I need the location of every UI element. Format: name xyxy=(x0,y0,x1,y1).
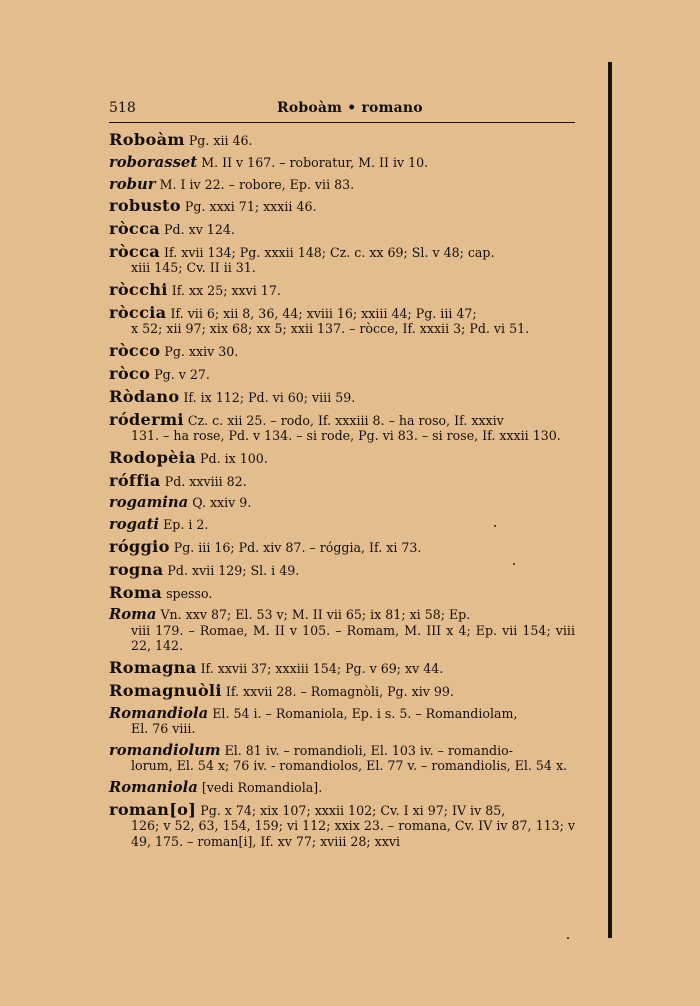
entry-text: El. 54 i. – Romaniola, Ep. i s. 5. – Romandiolam, xyxy=(212,705,518,721)
headword: rogamina xyxy=(109,494,189,512)
entry-continuation: viii 179. – Romae, M. II v 105. – Romam, M. III x 4; Ep. vii 154; viii 22, 142. xyxy=(131,622,575,654)
entry-text: Pd. ix 100. xyxy=(200,450,268,466)
headword: Romagna xyxy=(109,657,197,677)
dictionary-entries xyxy=(109,132,575,855)
entry-text: M. II v 167. – roboratur, M. II iv 10. xyxy=(201,154,429,170)
headword: Romandiola xyxy=(109,704,209,722)
headword: ródermi xyxy=(109,409,184,429)
entry-text: Pg. xxxi 71; xxxii 46. xyxy=(184,199,317,215)
entry-text: spesso. xyxy=(166,585,213,601)
entry xyxy=(109,177,575,192)
entry-text: Ep. i 2. xyxy=(163,517,209,533)
headword: romandiolum xyxy=(109,741,221,759)
entry-text: If. xxvii 37; xxxiii 154; Pg. v 69; xv 44. xyxy=(200,660,444,676)
headword: rogna xyxy=(109,559,164,579)
entry-text: Pg. v 27. xyxy=(154,366,210,382)
headword: ròco xyxy=(109,363,151,383)
entry xyxy=(109,198,575,214)
entry-text: Vn. xxv 87; El. 53 v; M. II vii 65; ix 81; xi 58; Ep. xyxy=(160,607,471,623)
entry xyxy=(109,363,575,383)
headword: róggio xyxy=(109,536,170,556)
entry-continuation: xiii 145; Cv. II ii 31. xyxy=(131,260,256,276)
headword: Roboàm xyxy=(109,130,185,149)
entry-continuation: x 52; xii 97; xix 68; xx 5; xxii 137. – ròcce, If. xxxii 3; Pd. vi 51. xyxy=(131,321,530,337)
entry-text: If. xxvii 28. – Romagnòli, Pg. xiv 99. xyxy=(225,683,454,699)
entry-text: M. I iv 22. – robore, Ep. vii 83. xyxy=(159,176,355,192)
stray-mark xyxy=(567,937,569,939)
headword: róffia xyxy=(109,470,161,490)
page-number: 518 xyxy=(109,100,136,116)
entry-text: If. ix 112; Pd. vi 60; viii 59. xyxy=(183,389,356,405)
entry xyxy=(109,386,575,406)
entry-text: Q. xxiv 9. xyxy=(192,495,252,511)
entry-text: If. xx 25; xxvi 17. xyxy=(171,283,281,299)
headword: ròcco xyxy=(109,341,161,361)
entry xyxy=(109,657,575,677)
entry xyxy=(109,559,575,579)
entry-text: Cz. c. xii 25. – rodo, If. xxxiii 8. – ha roso, If. xxxiv xyxy=(187,412,504,428)
entry xyxy=(109,282,575,298)
entry-continuation: 131. – ha rose, Pd. v 134. – si rode, Pg. vi 83. – si rose, If. xxxii 130. xyxy=(131,427,561,443)
entry xyxy=(109,495,575,510)
headword: rogati xyxy=(109,516,160,534)
entry xyxy=(109,241,575,276)
entry xyxy=(109,706,575,737)
entry xyxy=(109,447,575,467)
headword: ròcca xyxy=(109,219,161,239)
entry xyxy=(109,470,575,490)
entry-text: Pg. iii 16; Pd. xiv 87. – róggia, If. xi 73. xyxy=(173,539,422,555)
entry xyxy=(109,536,575,556)
entry-text: Pg. x 74; xix 107; xxxii 102; Cv. I xi 97; IV iv 85, xyxy=(200,802,506,818)
headword: Romaniola xyxy=(109,778,198,796)
headword: robusto xyxy=(109,196,181,216)
headword: ròcca xyxy=(109,241,161,261)
headword: ròcchi xyxy=(109,280,168,300)
entry xyxy=(109,582,575,602)
headword: Ròdano xyxy=(109,386,180,406)
entry-text: Pg. xii 46. xyxy=(188,133,253,148)
entry xyxy=(109,743,575,774)
page-edge-line xyxy=(608,62,612,938)
entry xyxy=(109,343,575,359)
page-header xyxy=(109,100,575,120)
entry xyxy=(109,780,575,795)
entry-text: El. 81 iv. – romandioli, El. 103 iv. – romandio- xyxy=(224,742,513,758)
entry-continuation: lorum, El. 54 x; 76 iv. - romandiolos, El. 77 v. – romandiolis, El. 54 x. xyxy=(131,758,568,774)
headword: ròccia xyxy=(109,302,167,322)
entry-text: [vedi Romandiola]. xyxy=(201,779,323,795)
header-rule xyxy=(109,122,575,123)
entry xyxy=(109,221,575,237)
entry-text: Pd. xvii 129; Sl. i 49. xyxy=(167,562,300,578)
headword: Roma xyxy=(109,606,157,624)
entry xyxy=(109,132,575,148)
entry-text: If. xvii 134; Pg. xxxii 148; Cz. c. xx 69; Sl. v 48; cap. xyxy=(164,244,495,260)
entry-text: Pg. xxiv 30. xyxy=(164,344,239,360)
headword: Romagnuòli xyxy=(109,680,222,700)
headword: roman[o] xyxy=(109,799,197,819)
entry xyxy=(109,409,575,444)
entry xyxy=(109,607,575,653)
entry-text: Pd. xv 124. xyxy=(164,222,235,238)
headword: Rodopèia xyxy=(109,447,197,467)
entry xyxy=(109,680,575,700)
entry-continuation: El. 76 viii. xyxy=(131,720,196,736)
entry-text: If. vii 6; xii 8, 36, 44; xviii 16; xxiii 44; Pg. iii 47; xyxy=(170,305,477,321)
headword: Roma xyxy=(109,582,163,602)
headword: robur xyxy=(109,175,156,193)
entry xyxy=(109,302,575,337)
entry xyxy=(109,517,575,532)
entry-text: Pd. xxviii 82. xyxy=(164,473,247,489)
headword: roborasset xyxy=(109,153,198,171)
entry-continuation: 126; v 52, 63, 154, 159; vi 112; xxix 23. – romana, Cv. IV iv 87, 113; v 49, 175. – roman[i], If. xv 77; xviii 28; xxvi xyxy=(131,818,575,849)
entry xyxy=(109,799,575,849)
entry xyxy=(109,155,575,170)
running-title: Roboàm • romano xyxy=(277,100,423,116)
